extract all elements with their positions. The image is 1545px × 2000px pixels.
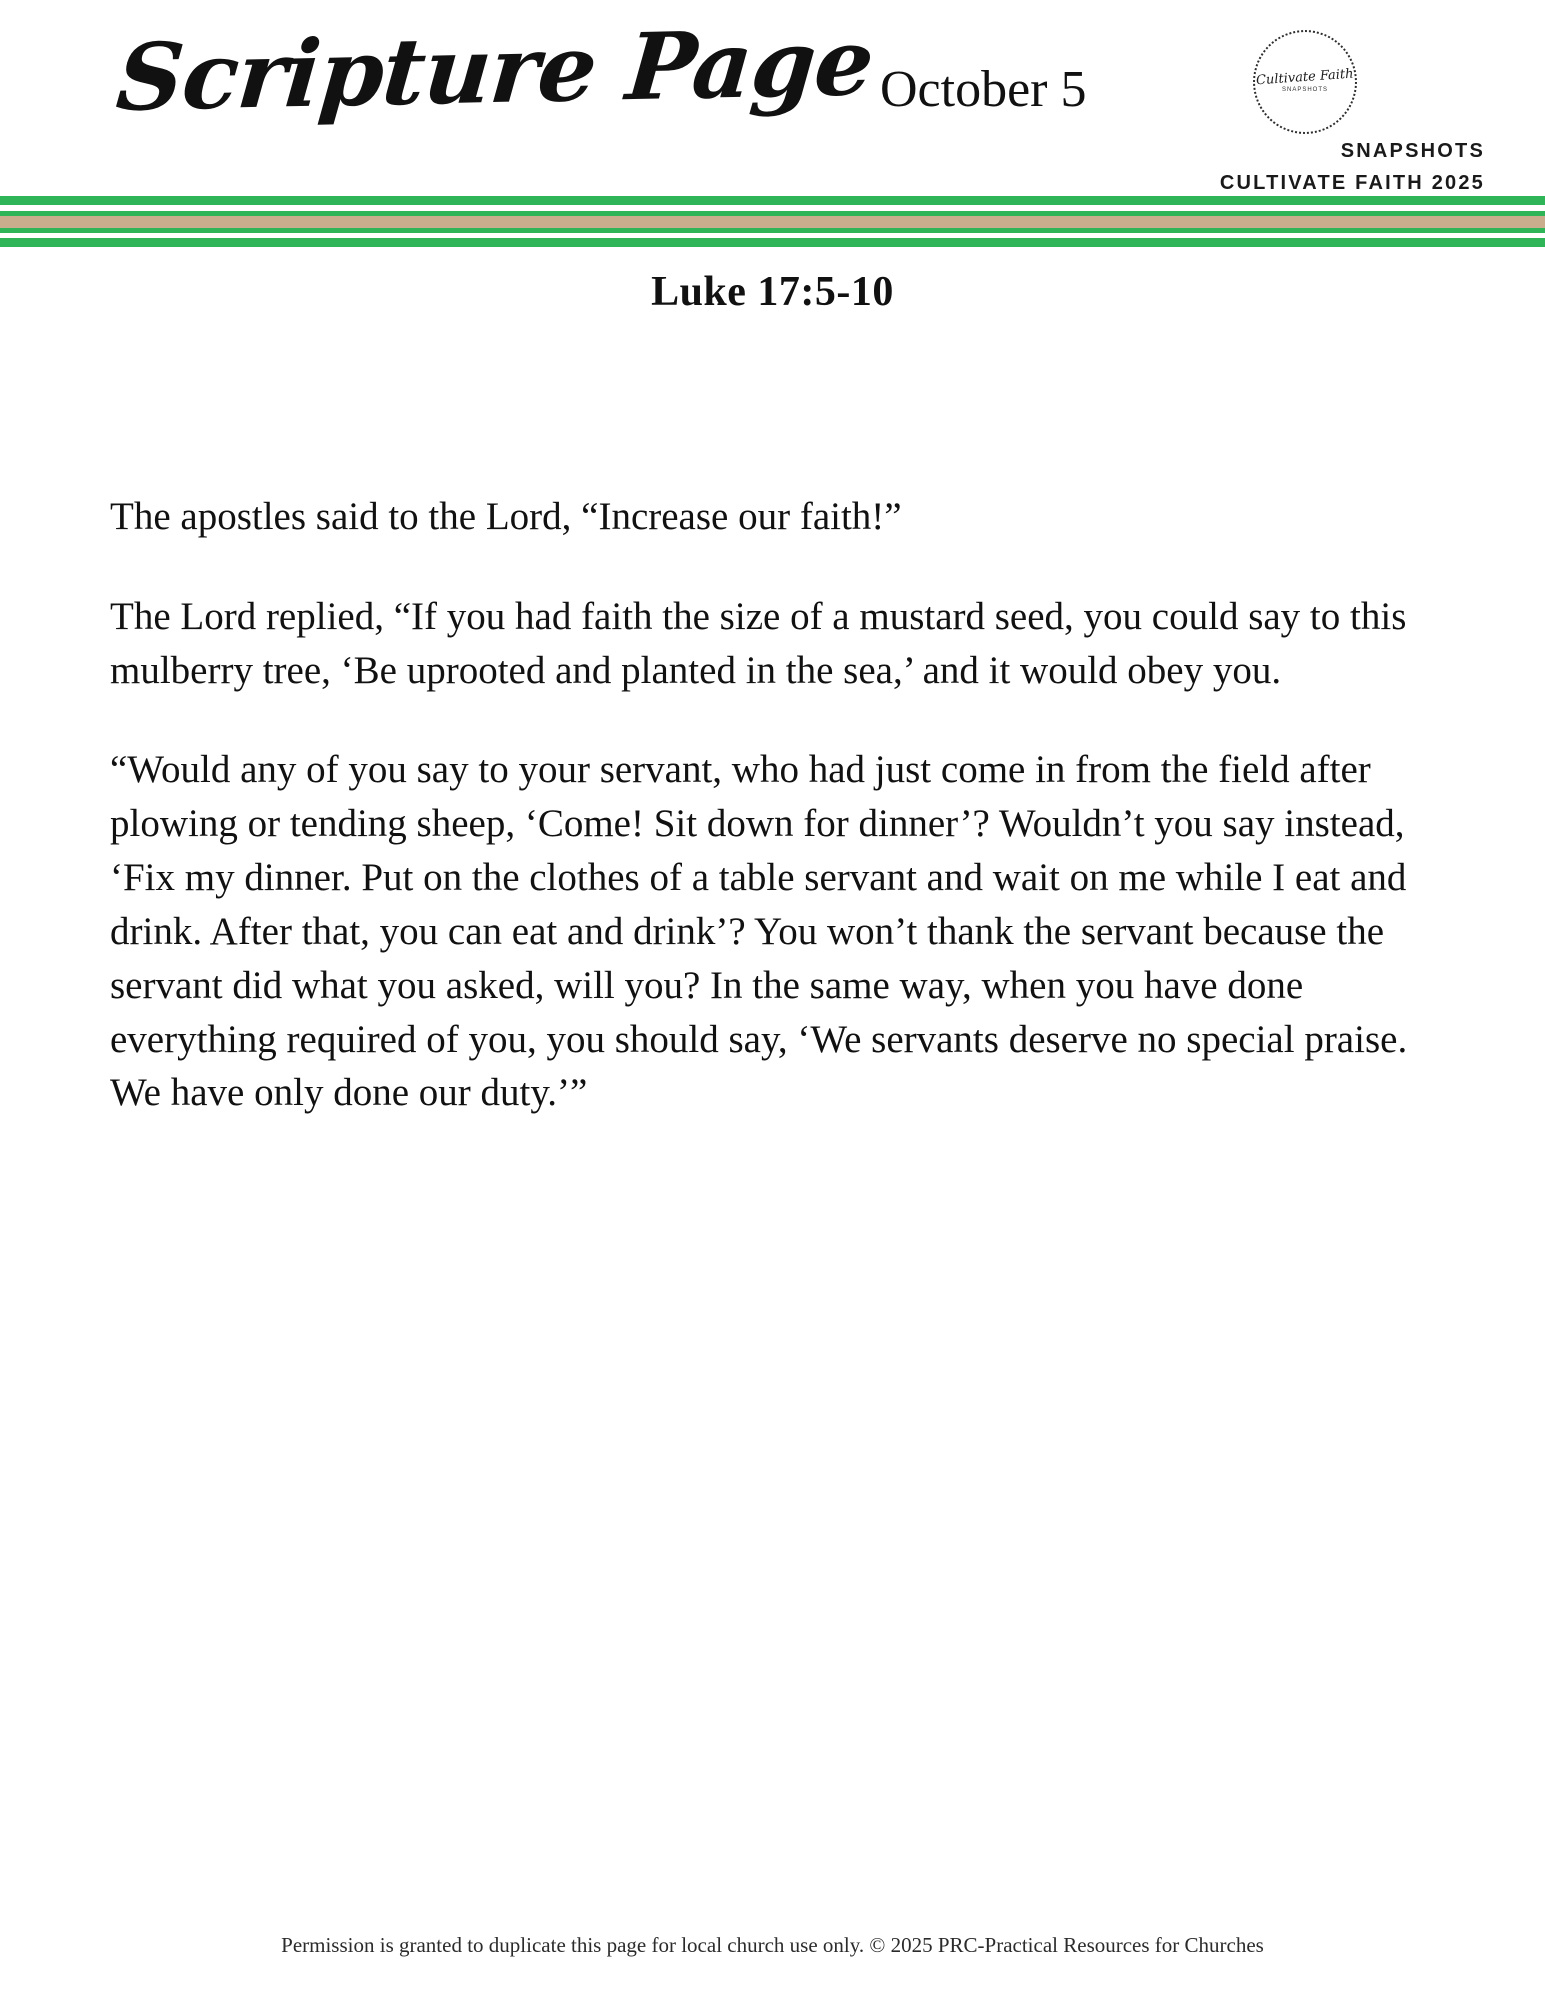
logo-line-cultivate-faith: CULTIVATE FAITH 2025 bbox=[1219, 172, 1485, 194]
rule-green-bottom bbox=[0, 238, 1545, 247]
scripture-paragraph: The apostles said to the Lord, “Increase our faith!” bbox=[110, 495, 902, 538]
scripture-paragraph: The Lord replied, “If you had faith the size of a mustard seed, you could say to this mulberry tree, ‘Be uprooted and planted in the sea,’ and it would obey you. bbox=[110, 594, 1407, 692]
scripture-paragraph: “Would any of you say to your servant, who had just come in from the field after plowing or tending sheep, ‘Come! Sit down for dinner’? Wouldn’t you say instead, ‘Fix my dinner. Put on the clothes of a table servant and wait on me while I eat and drink. After that, you can eat and drink’? You won’t thank the servant because the servant did what you asked, will you? In the same way, when you have done everything required of you, you should say, ‘We servants deserve no special praise. We have only done our duty.’” bbox=[110, 748, 1408, 1115]
seal-subtext: SNAPSHOTS bbox=[1281, 86, 1328, 93]
page-title: Scripture Page bbox=[112, 8, 878, 132]
scripture-reference: Luke 17:5-10 bbox=[651, 269, 894, 315]
page-header bbox=[0, 0, 1545, 194]
rule-tan bbox=[0, 216, 1545, 228]
logo-line-snapshots: SNAPSHOTS bbox=[1340, 140, 1485, 162]
scripture-text bbox=[110, 490, 1440, 1120]
divider-rules bbox=[0, 196, 1545, 247]
cultivate-faith-seal-icon bbox=[1253, 30, 1357, 134]
seal-name: Cultivate Faith bbox=[1255, 66, 1355, 89]
header-date: October 5 bbox=[880, 61, 1087, 118]
footer-permission-notice: Permission is granted to duplicate this page for local church use only. © 2025 PRC-Practical Resources for Churches bbox=[281, 1933, 1264, 1957]
rule-green-top bbox=[0, 196, 1545, 205]
